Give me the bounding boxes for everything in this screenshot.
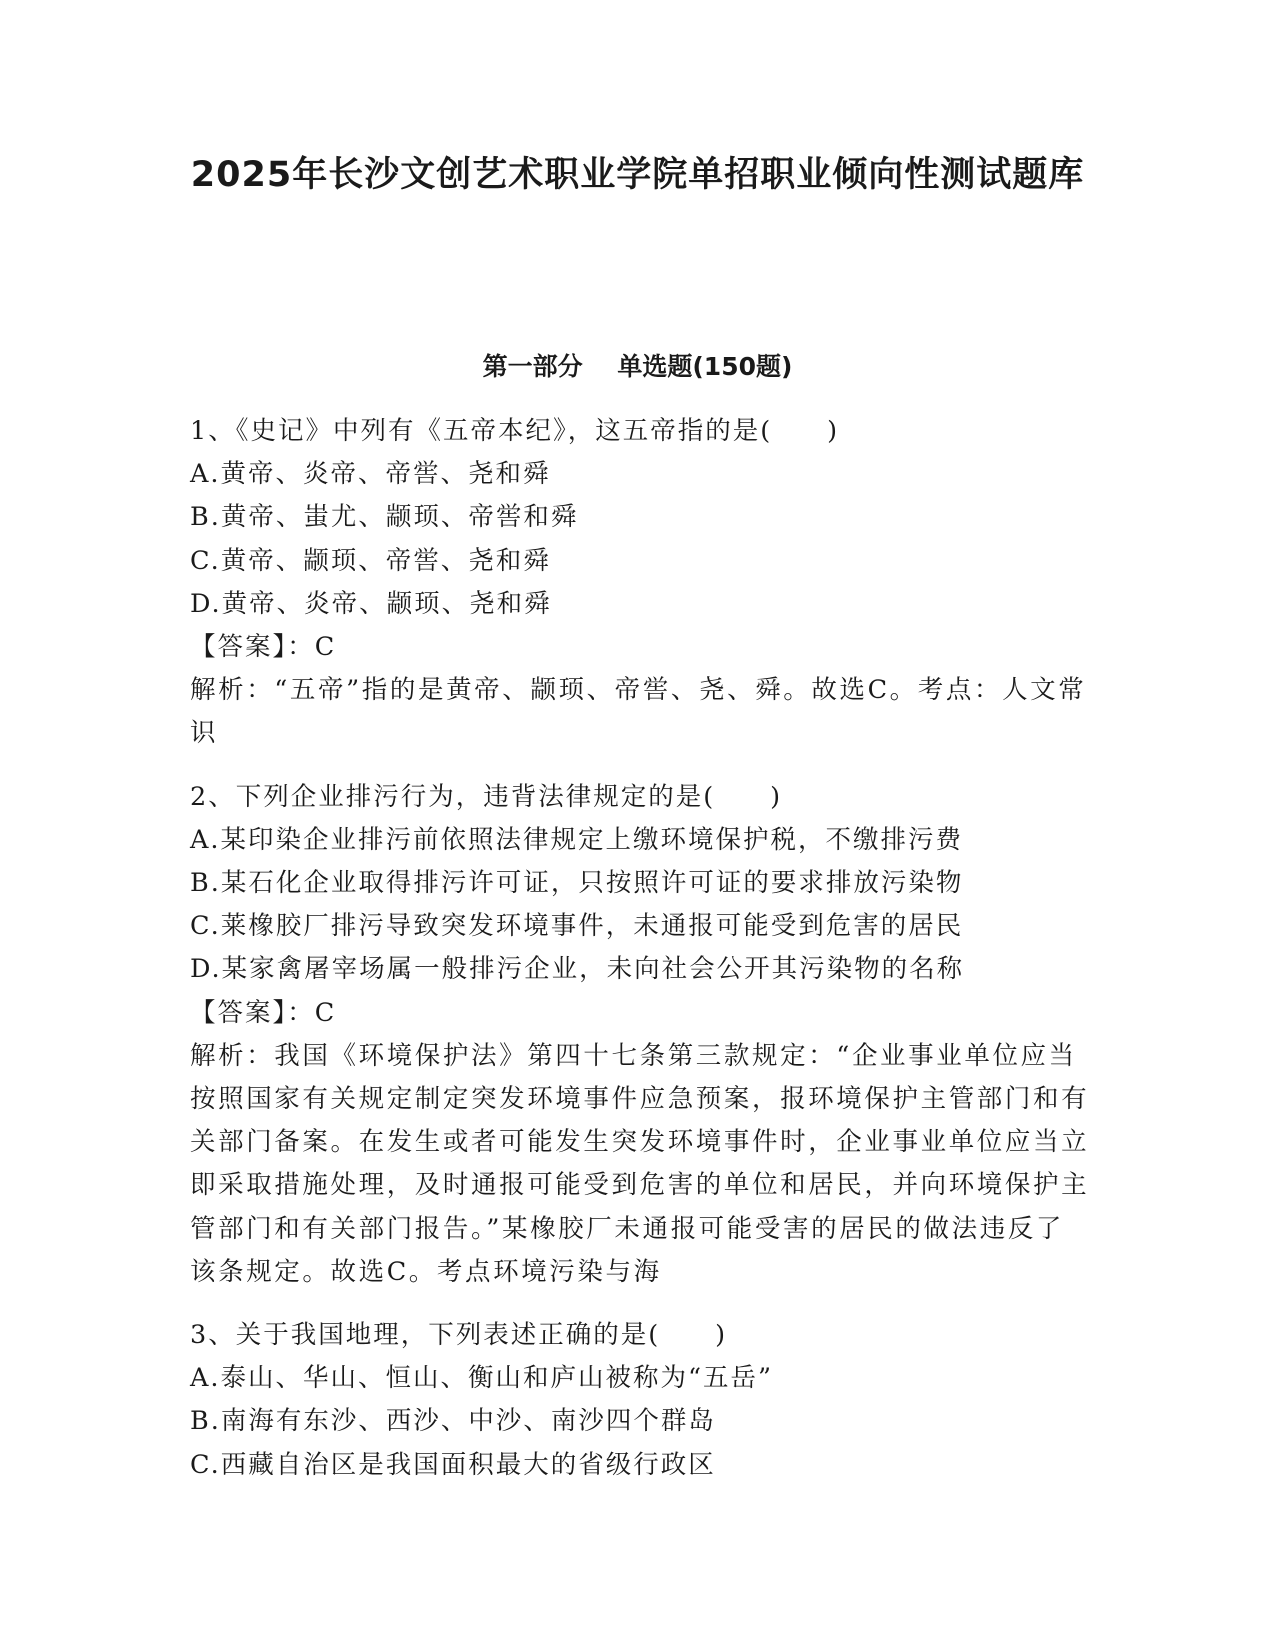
question-stem: 3、关于我国地理，下列表述正确的是( ) xyxy=(190,1320,728,1351)
analysis-text: 解析：我国《环境保护法》第四十七条第三款规定：“企业事业单位应当按照国家有关规定制定突发环境事件应急预案，报环境保护主管部门和有关部门备案。在发生或者可能发生突发环境事件时，企业事业单位应当立即采取措施处理，及时通报可能受到危害的单位和居民，并向环境保护主管部门和有关部门报告。”某橡胶厂未通报可能受害的居民的做法违反了该条规定。故选C。考点环境污染与海 xyxy=(190,1040,1090,1287)
question-3 xyxy=(190,1314,1090,1487)
option-b: B.南海有东沙、西沙、中沙、南沙四个群岛 xyxy=(190,1406,716,1437)
question-stem: 1、《史记》中列有《五帝本纪》，这五帝指的是( ) xyxy=(190,416,840,446)
option-a: A.黄帝、炎帝、帝喾、尧和舜 xyxy=(190,459,551,490)
option-b: B.某石化企业取得排污许可证，只按照许可证的要求排放污染物 xyxy=(190,868,964,899)
option-d: D.某家禽屠宰场属一般排污企业，未向社会公开其污染物的名称 xyxy=(190,954,965,985)
option-a: A.泰山、华山、恒山、衡山和庐山被称为“五岳” xyxy=(190,1363,774,1394)
question-stem: 2、下列企业排污行为，违背法律规定的是( ) xyxy=(190,781,783,812)
question-2 xyxy=(190,776,1090,1294)
answer-label: 【答案】：C xyxy=(190,997,337,1028)
option-c: C.莱橡胶厂排污导致突发环境事件，未通报可能受到危害的居民 xyxy=(190,911,964,942)
option-b: B.黄帝、蚩尤、颛顼、帝喾和舜 xyxy=(190,502,579,533)
option-c: C.黄帝、颛顼、帝喾、尧和舜 xyxy=(190,545,551,576)
answer-label: 【答案】：C xyxy=(190,632,337,663)
question-list xyxy=(190,410,1090,1507)
document-title: 2025年长沙文创艺术职业学院单招职业倾向性测试题库 xyxy=(190,155,1085,195)
question-1 xyxy=(190,410,1090,756)
analysis-text: 解析：“五帝”指的是黄帝、颛顼、帝喾、尧、舜。故选C。考点：人文常识 xyxy=(190,675,1087,749)
option-d: D.黄帝、炎帝、颛顼、尧和舜 xyxy=(190,588,552,619)
option-a: A.某印染企业排污前依照法律规定上缴环境保护税，不缴排污费 xyxy=(190,824,964,855)
option-c: C.西藏自治区是我国面积最大的省级行政区 xyxy=(190,1449,716,1480)
section-heading: 第一部分 单选题(150题) xyxy=(482,352,793,381)
